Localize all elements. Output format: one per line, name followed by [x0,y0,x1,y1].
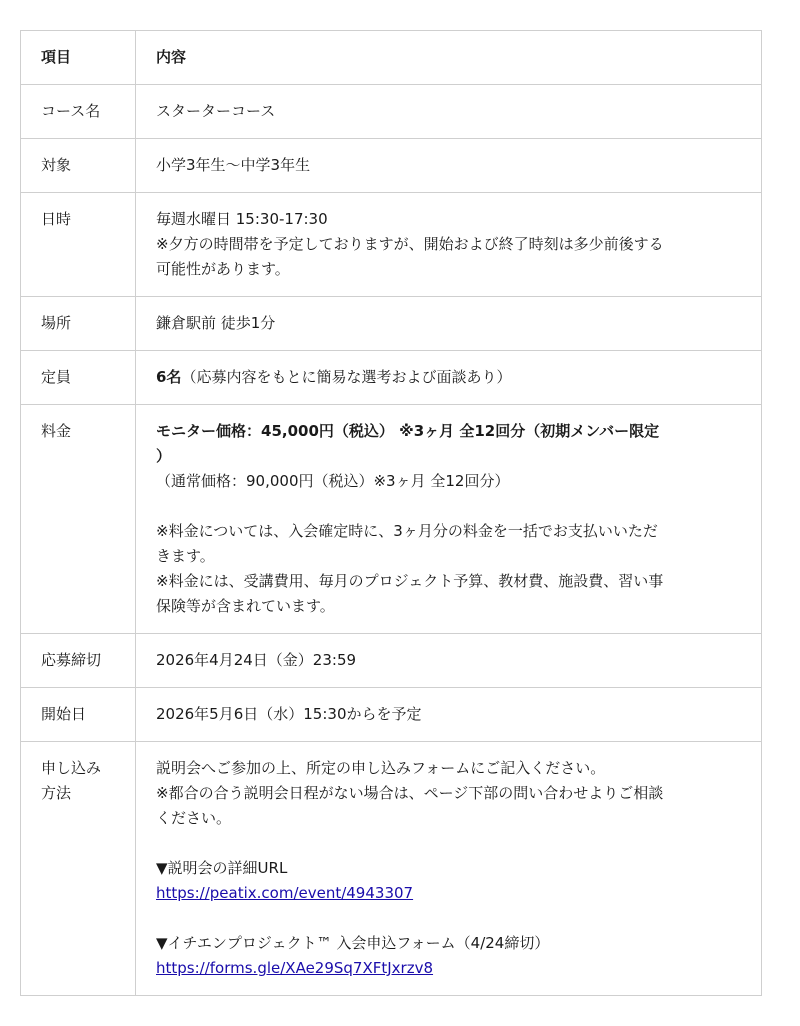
row-course-name [21,85,762,139]
info-session-heading: ▼説明会の詳細URL [156,859,288,877]
label-datetime: 日時 [21,193,136,297]
apply-note-line2: ください。 [156,809,232,827]
datetime-note-line1: ※夕方の時間帯を予定しておりますが、開始および終了時刻は多少前後する [156,235,664,253]
label-fee: 料金 [21,405,136,634]
fee-normal-price: （通常価格：90,000円（税込）※3ヶ月 全12回分） [156,472,510,490]
fee-monitor-price-line1: モニター価格：45,000円（税込） ※3ヶ月 全12回分（初期メンバー限定 [156,422,660,440]
row-start-date [21,688,762,742]
application-form-link-wrap [156,956,741,981]
value-datetime [136,193,762,297]
fee-spacer [156,494,741,519]
apply-instruction: 説明会へご参加の上、所定の申し込みフォームにご記入ください。 [156,759,606,777]
label-start-date: 開始日 [21,688,136,742]
label-capacity: 定員 [21,351,136,405]
row-target [21,139,762,193]
datetime-note-line2: 可能性があります。 [156,260,290,278]
capacity-note: （応募内容をもとに簡易な選考および面談あり） [181,368,512,386]
row-datetime [21,193,762,297]
value-place: 鎌倉駅前 徒歩1分 [136,297,762,351]
row-application [21,742,762,996]
value-target: 小学3年生〜中学3年生 [136,139,762,193]
fee-note1-line1: ※料金については、入会確定時に、3ヶ月分の料金を一括でお支払いいただ [156,522,658,540]
row-place [21,297,762,351]
row-capacity [21,351,762,405]
header-content: 内容 [136,31,762,85]
info-session-link[interactable]: https://peatix.com/event/4943307 [156,884,414,902]
label-deadline: 応募締切 [21,634,136,688]
apply-spacer-2 [156,906,741,931]
fee-note2-line1: ※料金には、受講費用、毎月のプロジェクト予算、教材費、施設費、習い事 [156,572,664,590]
label-target: 対象 [21,139,136,193]
info-table-container [20,30,762,996]
fee-note1-line2: きます。 [156,547,215,565]
value-capacity [136,351,762,405]
fee-note2-line2: 保険等が含まれています。 [156,597,335,615]
value-start-date: 2026年5月6日（水）15:30からを予定 [136,688,762,742]
application-form-heading: ▼イチエンプロジェクト™ 入会申込フォーム（4/24締切） [156,934,550,952]
capacity-count: 6名 [156,368,182,386]
label-application: 申し込み方法 [21,742,136,996]
label-course-name: コース名 [21,85,136,139]
apply-note-line1: ※都合の合う説明会日程がない場合は、ページ下部の問い合わせよりご相談 [156,784,664,802]
course-info-table [20,30,762,996]
value-application [136,742,762,996]
datetime-schedule: 毎週水曜日 15:30-17:30 [156,210,328,228]
value-deadline: 2026年4月24日（金）23:59 [136,634,762,688]
value-course-name: スターターコース [136,85,762,139]
label-place: 場所 [21,297,136,351]
application-form-link[interactable]: https://forms.gle/XAe29Sq7XFtJxrzv8 [156,959,434,977]
table-header-row [21,31,762,85]
apply-spacer-1 [156,831,741,856]
fee-monitor-price-line2: ） [156,447,172,465]
value-fee [136,405,762,634]
row-fee [21,405,762,634]
row-deadline [21,634,762,688]
info-session-link-wrap [156,881,741,906]
header-item: 項目 [21,31,136,85]
